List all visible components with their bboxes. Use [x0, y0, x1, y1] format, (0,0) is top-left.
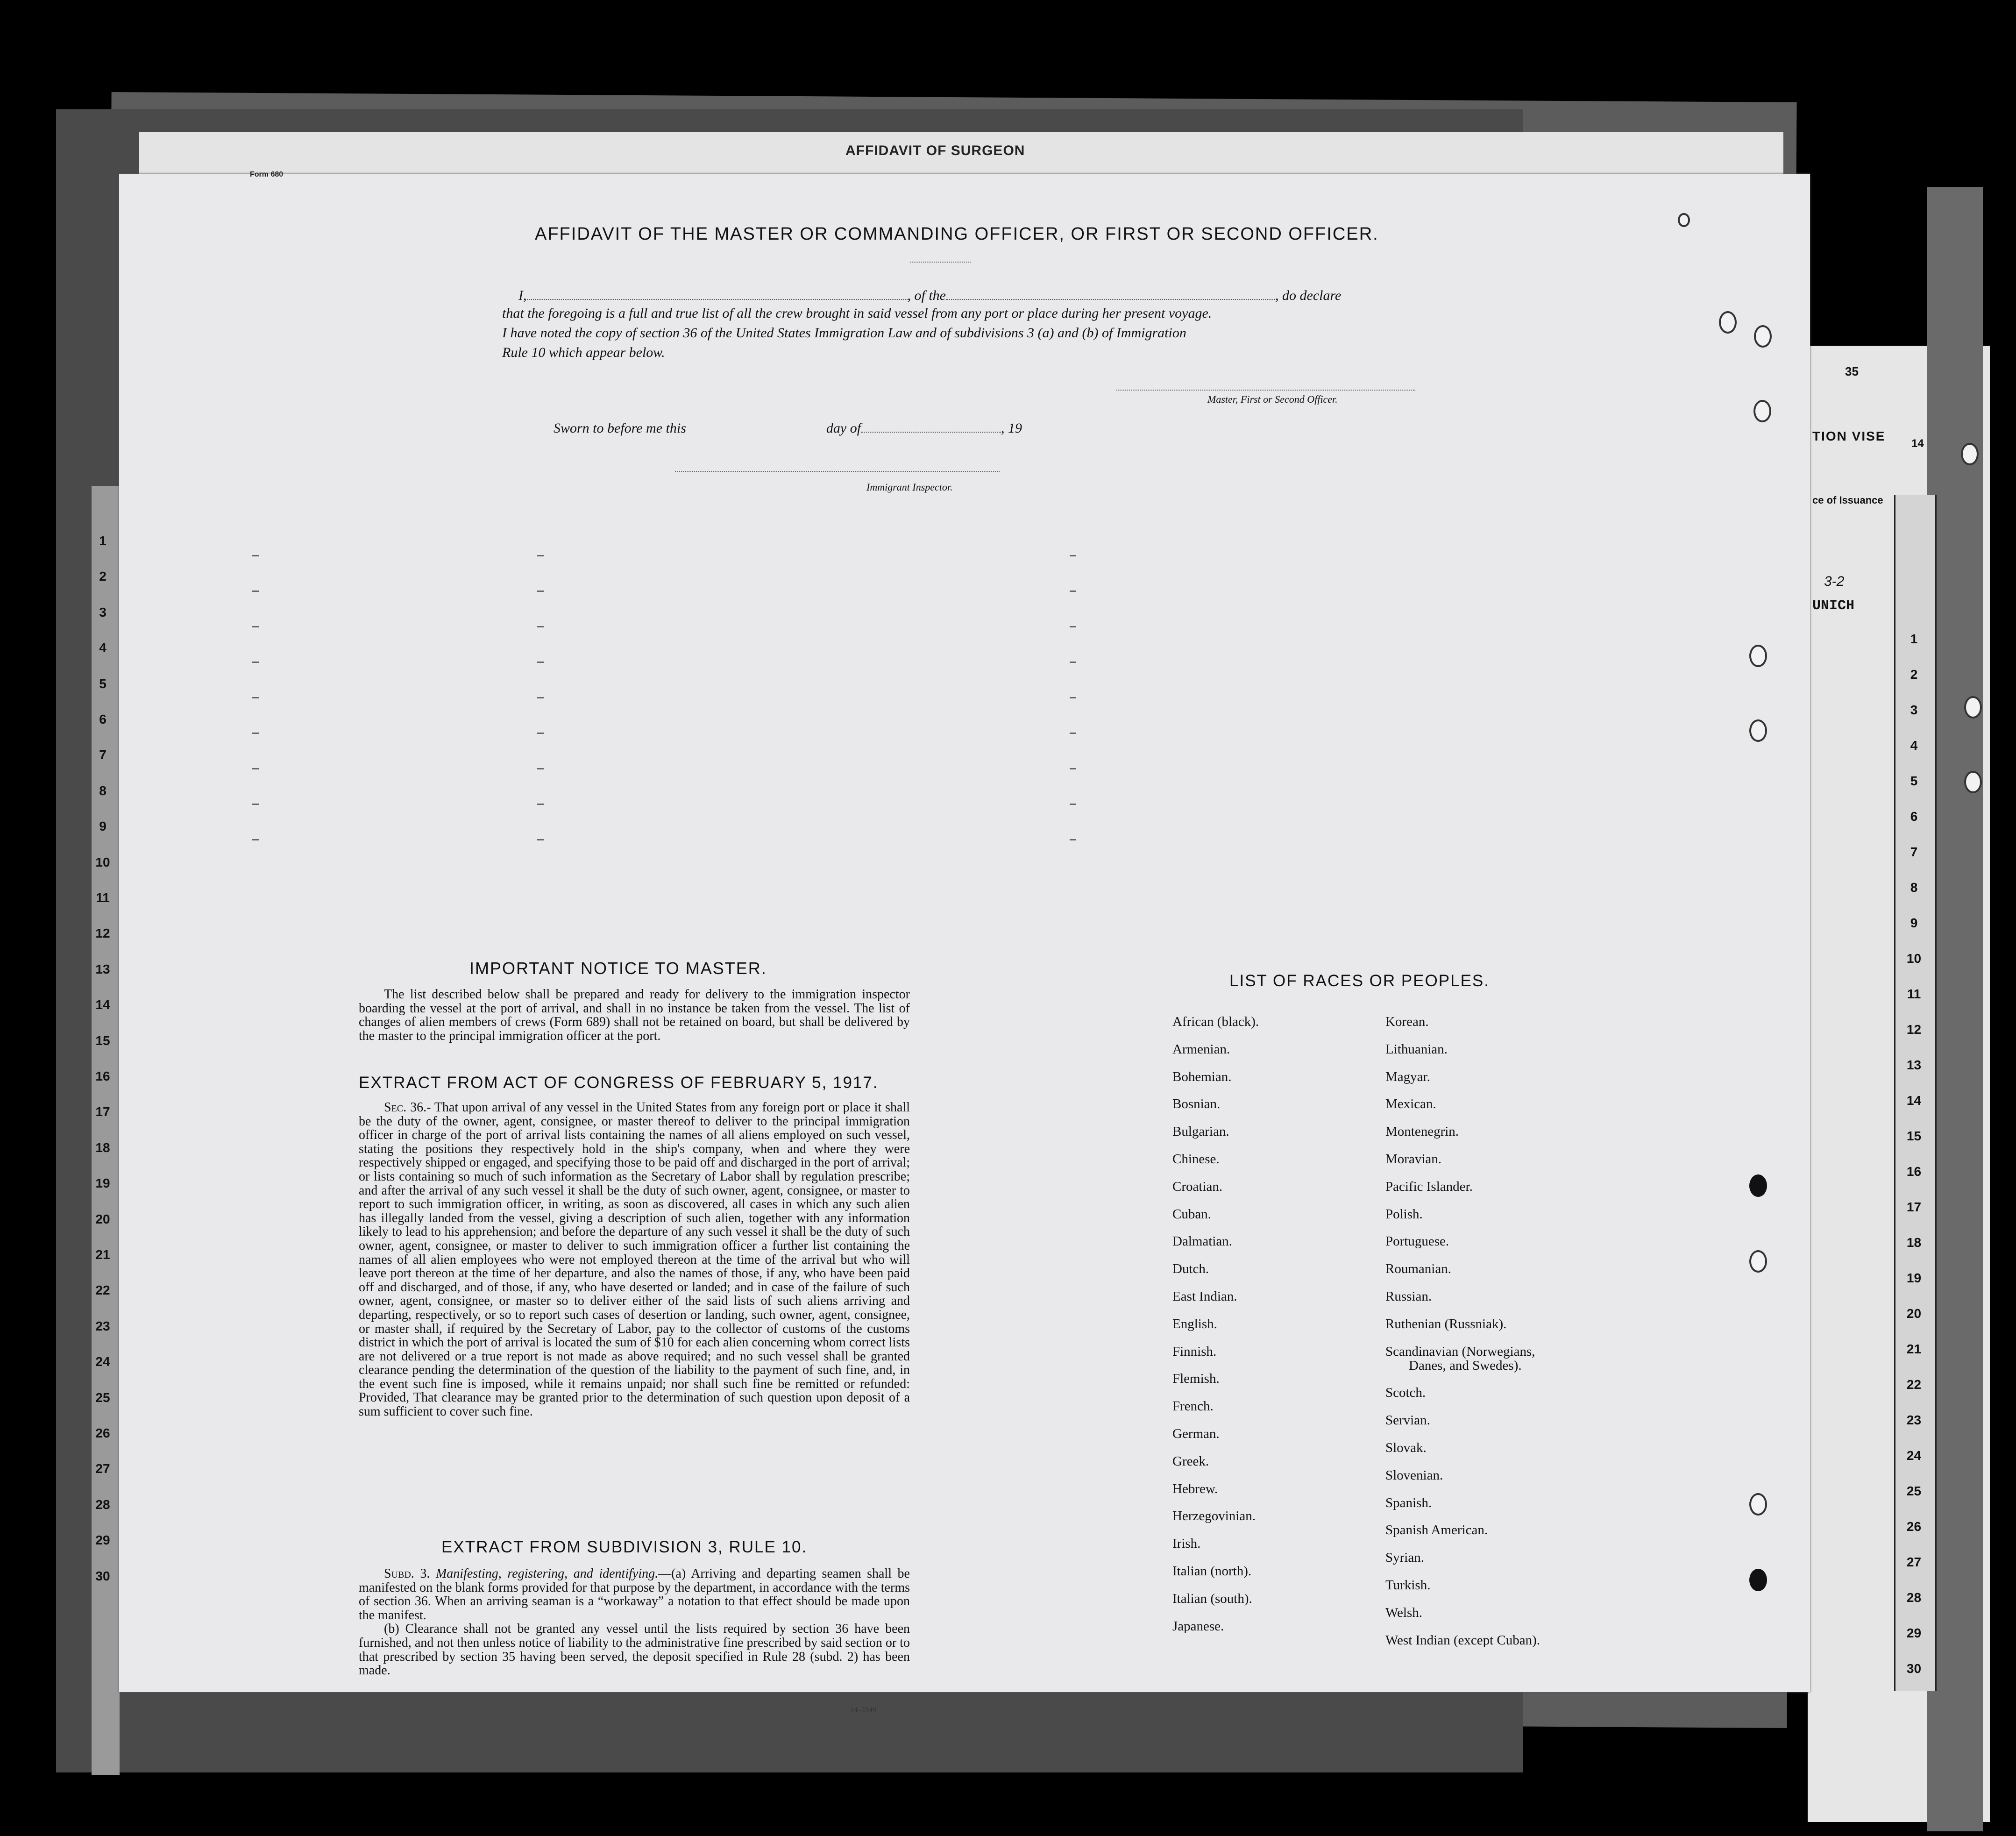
race-right-item: Mexican. [1385, 1096, 1436, 1112]
row-dash-mark [1070, 626, 1076, 627]
race-right-item: Spanish. [1385, 1495, 1432, 1510]
left-row-number: 3 [99, 605, 106, 619]
right-row-number: 17 [1906, 1200, 1922, 1214]
race-right-item: Montenegrin. [1385, 1124, 1459, 1139]
right-row-number: 6 [1910, 809, 1918, 824]
right-row-number: 14 [1906, 1093, 1922, 1108]
punch-hole [1719, 311, 1737, 334]
race-right-item: Danes, and Swedes). [1409, 1358, 1522, 1373]
left-row-number: 2 [99, 569, 106, 584]
right-row-number: 11 [1907, 987, 1921, 1001]
right-row-number: 20 [1906, 1306, 1922, 1321]
row-dash-mark [537, 839, 544, 840]
visa-header: TION VISE [1812, 429, 1886, 443]
left-row-number: 22 [95, 1283, 110, 1298]
inspector-signature-line[interactable] [675, 471, 1000, 472]
race-left-item: Bohemian. [1172, 1069, 1232, 1084]
handwritten-city: UNICH [1812, 598, 1855, 614]
row-dash-mark [252, 555, 259, 556]
race-left-item: Croatian. [1172, 1179, 1223, 1194]
right-row-number: 21 [1906, 1342, 1922, 1356]
left-row-number: 28 [95, 1497, 110, 1512]
race-right-item: Spanish American. [1385, 1523, 1488, 1538]
race-right-item: Roumanian. [1385, 1261, 1451, 1277]
row-dash-mark [1070, 591, 1076, 592]
right-row-number: 5 [1910, 774, 1918, 788]
race-right-item: Welsh. [1385, 1605, 1423, 1620]
race-left-item: Dalmatian. [1172, 1234, 1233, 1249]
left-row-number: 6 [99, 712, 106, 726]
punch-hole [1753, 400, 1771, 422]
right-top-number: 14 [1911, 437, 1924, 450]
row-dash-mark [252, 626, 259, 627]
punch-hole [1749, 1174, 1767, 1197]
left-row-number: 21 [95, 1247, 110, 1262]
race-left-item: Bulgarian. [1172, 1124, 1229, 1139]
race-left-item: Irish. [1172, 1536, 1201, 1551]
row-dash-mark [252, 768, 259, 769]
row-dash-mark [537, 591, 544, 592]
left-row-number: 14 [95, 997, 110, 1012]
race-right-item: Scandinavian (Norwegians, [1385, 1344, 1535, 1359]
race-left-item: African (black). [1172, 1014, 1259, 1029]
race-right-item: Syrian. [1385, 1550, 1424, 1566]
notice-title: IMPORTANT NOTICE TO MASTER. [469, 959, 767, 978]
extract-act-title: EXTRACT FROM ACT OF CONGRESS OF FEBRUARY 5, 1917. [359, 1074, 879, 1092]
race-left-item: Italian (south). [1172, 1591, 1252, 1606]
form-number: Form 680 [250, 171, 284, 178]
race-left-item: Armenian. [1172, 1041, 1230, 1057]
race-right-item: Russian. [1385, 1289, 1432, 1304]
row-dash-mark [252, 804, 259, 805]
race-right-item: Slovenian. [1385, 1467, 1443, 1483]
left-row-number: 27 [95, 1461, 110, 1476]
left-row-number: 10 [95, 854, 110, 869]
row-dash-mark [1070, 697, 1076, 698]
punch-hole [1964, 771, 1982, 793]
row-dash-mark [537, 626, 544, 627]
left-row-number: 7 [99, 747, 106, 762]
right-row-number: 1 [1910, 632, 1918, 646]
right-row-number: 26 [1906, 1519, 1922, 1534]
right-row-number: 13 [1906, 1058, 1922, 1072]
race-right-item: Polish. [1385, 1206, 1423, 1222]
punch-hole [1749, 1569, 1767, 1591]
punch-hole [1749, 1250, 1767, 1273]
left-row-number: 13 [95, 961, 110, 976]
sworn-line: Sworn to before me this day of , 19 [554, 420, 1022, 436]
race-left-item: Bosnian. [1172, 1096, 1221, 1112]
row-dash-mark [252, 733, 259, 734]
race-left-item: English. [1172, 1316, 1217, 1331]
row-dash-mark [537, 662, 544, 663]
race-right-item: Korean. [1385, 1014, 1429, 1029]
race-right-item: Moravian. [1385, 1152, 1441, 1167]
punch-hole [1961, 443, 1979, 465]
right-row-number: 22 [1906, 1377, 1922, 1392]
affidavit-line-3: I have noted the copy of section 36 of the United States Immigration Law and of subdivisions 3 (a) and (b) of Immigration [502, 325, 1186, 341]
right-row-number: 25 [1906, 1484, 1922, 1498]
right-row-number: 12 [1906, 1022, 1922, 1037]
row-dash-mark [1070, 839, 1076, 840]
right-row-number: 15 [1906, 1129, 1922, 1143]
master-signature-line[interactable] [1116, 390, 1415, 391]
race-left-item: Herzegovinian. [1172, 1509, 1256, 1524]
left-row-number: 29 [95, 1533, 110, 1548]
race-right-item: Servian. [1385, 1413, 1430, 1428]
punch-hole [1678, 213, 1690, 227]
right-row-number: 10 [1906, 951, 1922, 966]
row-dash-mark [252, 839, 259, 840]
right-row-number: 3 [1910, 703, 1918, 717]
race-left-item: German. [1172, 1426, 1220, 1441]
right-row-number: 30 [1906, 1661, 1922, 1676]
race-left-item: Greek. [1172, 1453, 1209, 1469]
handwritten-code: 3-2 [1824, 574, 1845, 589]
affidavit-title: AFFIDAVIT OF THE MASTER OR COMMANDING OFFICER, OR FIRST OR SECOND OFFICER. [535, 224, 1379, 244]
surgeon-affidavit-title: AFFIDAVIT OF SURGEON [845, 143, 1025, 158]
row-dash-mark [1070, 662, 1076, 663]
right-row-number: 2 [1910, 667, 1918, 682]
issuance-header: ce of Issuance [1812, 494, 1883, 506]
affidavit-line-1: I, , of the , do declare [518, 288, 1342, 303]
row-dash-mark [252, 662, 259, 663]
extract-rule-body: Subd. 3. Manifesting, registering, and identifying.—(a) Arriving and departing seamen shall be manifested on the blank forms provided for that purpose by the department, in accordance with the terms of section 36. When an arriving seaman is a “workaway” a notation to that effect should be made upon the manifest. (b) Clearance shall not be granted any vessel until the lists required by section 36 have been furnished, and not then unless notice of liability to the administrative fine prescribed by said section or to that prescribed by section 35 having been served, the deposit specified in Rule 28 (subd. 2) has been made. [359, 1566, 910, 1678]
race-left-item: Cuban. [1172, 1206, 1211, 1222]
affidavit-line-4: Rule 10 which appear below. [502, 345, 665, 360]
race-right-item: Slovak. [1385, 1440, 1427, 1455]
race-right-item: Pacific Islander. [1385, 1179, 1473, 1194]
left-row-number: 11 [96, 890, 110, 905]
row-dash-mark [252, 697, 259, 698]
row-dash-mark [1070, 555, 1076, 556]
race-left-item: East Indian. [1172, 1289, 1237, 1304]
right-row-number: 9 [1910, 916, 1918, 930]
row-dash-mark [1070, 733, 1076, 734]
notice-body: The list described below shall be prepared and ready for delivery to the immigration inspector boarding the vessel at the port of arrival, and shall in no instance be taken from the vessel. The list of changes of alien members of crews (Form 689) shall not be retained on board, but shall be delivered by the master to the principal immigration officer at the port. [359, 987, 910, 1043]
row-dash-mark [537, 733, 544, 734]
race-right-item: Portuguese. [1385, 1234, 1449, 1249]
left-row-number: 16 [95, 1069, 110, 1083]
race-left-item: Finnish. [1172, 1344, 1217, 1359]
left-row-number: 5 [99, 676, 106, 691]
punch-hole [1749, 719, 1767, 742]
right-row-number: 23 [1906, 1413, 1922, 1427]
right-row-number: 27 [1906, 1555, 1922, 1569]
race-right-item: Ruthenian (Russniak). [1385, 1316, 1507, 1331]
race-left-item: French. [1172, 1399, 1214, 1414]
race-right-item: West Indian (except Cuban). [1385, 1632, 1540, 1648]
row-dash-mark [1070, 804, 1076, 805]
punch-hole [1749, 645, 1767, 667]
right-row-number: 7 [1910, 845, 1918, 859]
race-right-item: Magyar. [1385, 1069, 1430, 1084]
row-dash-mark [537, 555, 544, 556]
left-row-number: 30 [95, 1568, 110, 1583]
punch-hole [1964, 696, 1982, 719]
left-row-number: 19 [95, 1176, 110, 1191]
left-row-number: 15 [95, 1033, 110, 1048]
race-left-item: Hebrew. [1172, 1481, 1218, 1496]
left-row-number: 24 [95, 1354, 110, 1369]
row-dash-mark [537, 768, 544, 769]
row-dash-mark [537, 697, 544, 698]
left-row-number: 12 [95, 926, 110, 941]
left-row-number: 4 [99, 640, 106, 655]
left-row-number: 26 [95, 1426, 110, 1440]
left-row-number: 1 [99, 534, 106, 548]
race-left-item: Chinese. [1172, 1152, 1220, 1167]
row-dash-mark [537, 804, 544, 805]
race-right-item: Turkish. [1385, 1578, 1431, 1593]
master-signature-caption: Master, First or Second Officer. [1207, 393, 1338, 405]
right-row-number: 19 [1906, 1271, 1922, 1285]
punch-hole [1749, 1493, 1767, 1516]
race-left-item: Flemish. [1172, 1371, 1220, 1387]
right-row-number: 18 [1906, 1235, 1922, 1250]
print-code: 14–2349 [850, 1706, 876, 1714]
left-row-number: 23 [95, 1318, 110, 1333]
punch-hole [1754, 325, 1772, 348]
affidavit-line-2: that the foregoing is a full and true list of all the crew brought in said vessel from any port or place during her present voyage. [502, 306, 1212, 321]
race-right-item: Lithuanian. [1385, 1041, 1448, 1057]
row-dash-mark [252, 591, 259, 592]
right-column-number: 35 [1845, 364, 1859, 378]
races-title: LIST OF RACES OR PEOPLES. [1229, 972, 1490, 990]
left-row-number: 18 [95, 1140, 110, 1155]
crew-manifest-page [119, 174, 1810, 1692]
right-row-number: 28 [1906, 1590, 1922, 1605]
extract-act-body: Sec. 36.- That upon arrival of any vessel in the United States from any foreign port or place it shall be the duty of the owner, agent, consignee, or master thereof to deliver to the principal immigration officer in charge of the port of arrival lists containing the names of all aliens employed on such vessel, stating the positions they respectively hold in the ship's company, when and where they were respectively shipped or engaged, and specifying those to be paid off and discharged in the port of arrival; or lists containing so much of such information as the Secretary of Labor shall by regulation prescribe; and after the arrival of any such vessel it shall be the duty of such owner, agent, consignee, or master to report to such immigration officer, in writing, as soon as discovered, all cases in which any such alien has illegally landed from the vessel, giving a description of such alien, together with any information likely to lead to his apprehension; and before the departure of any such vessel it shall be the duty of such owner, agent, consignee, or master to deliver to such immigration officer a further list containing the names of all alien employees who were not employed thereon at the time of the arrival but who will leave port thereon at the time of her departure, and also the names of those, if any, who have been paid off and discharged, and of those, if any, who have deserted or landed; and in case of the failure of such owner, agent, consignee, or master so to deliver either of the said lists of such aliens arriving and departing, respectively, or so to report such cases of desertion or landing, such owner, agent, consignee, or master shall, if required by the Secretary of Labor, pay to the collector of customs of the customs district in which the port of arrival is located the sum of $10 for each alien concerning whom correct lists are not delivered or a true report is not made as above required; and no such vessel shall be granted clearance pending the determination of the question of the liability to the payment of such fine, and, in the event such fine is imposed, while it remains unpaid; nor shall such fine be remitted or refunded: Provided, That clearance may be granted prior to the determination of such question upon deposit of a sum sufficient to cover such fine. [359, 1100, 910, 1419]
right-row-number: 29 [1906, 1626, 1922, 1640]
row-dash-mark [1070, 768, 1076, 769]
race-right-item: Scotch. [1385, 1385, 1426, 1401]
race-left-item: Japanese. [1172, 1618, 1224, 1634]
left-row-number: 17 [95, 1104, 110, 1119]
right-row-number: 24 [1906, 1448, 1922, 1463]
left-row-number: 8 [99, 783, 106, 798]
right-row-number: 8 [1910, 880, 1918, 895]
inspector-signature-caption: Immigrant Inspector. [866, 481, 953, 493]
left-row-number: 20 [95, 1211, 110, 1226]
extract-rule-title: EXTRACT FROM SUBDIVISION 3, RULE 10. [441, 1538, 808, 1556]
left-row-number: 9 [99, 819, 106, 834]
right-row-number: 16 [1906, 1164, 1922, 1179]
title-underline [910, 262, 971, 263]
race-left-item: Italian (north). [1172, 1564, 1252, 1579]
race-left-item: Dutch. [1172, 1261, 1209, 1277]
right-row-number: 4 [1910, 738, 1918, 753]
left-row-number: 25 [95, 1390, 110, 1405]
